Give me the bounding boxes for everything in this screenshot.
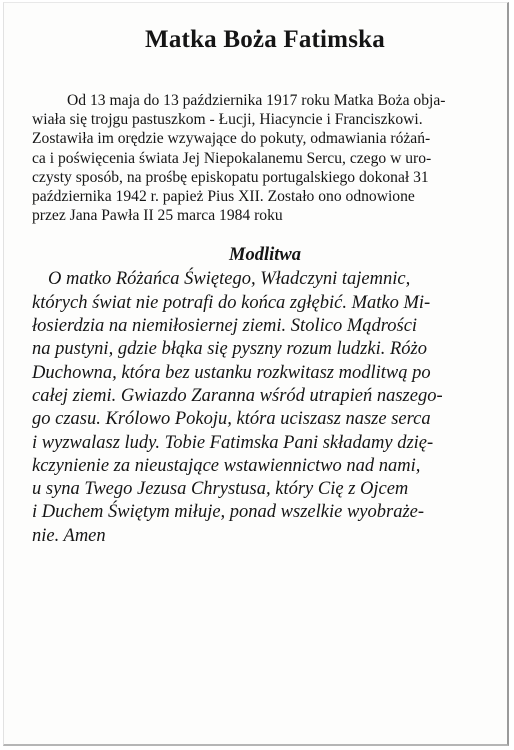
prayer-line: nie. Amen xyxy=(32,525,106,546)
prayer-line: całej ziemi. Gwiazdo Zaranna wśród utrapień naszego- xyxy=(32,385,443,406)
prayer-line: i Duchem Świętym miłuje, ponad wszelkie wyobraże- xyxy=(32,502,425,523)
prayer-line: łosierdzia na niemiłosiernej ziemi. Stolico Mądrości xyxy=(32,316,418,337)
intro-line: czysty sposób, na prośbę episkopatu portugalskiego dokonał 31 xyxy=(32,168,429,186)
prayer-line: których świat nie potrafi do końca zgłębić. Matko Mi- xyxy=(32,292,431,313)
prayer-line: O matko Różańca Świętego, Władczyni tajemnic, xyxy=(48,269,411,290)
intro-line: Zostawiła im orędzie wzywające do pokuty, odmawiania różań- xyxy=(32,130,431,148)
intro-line: przez Jana Pawła II 25 marca 1984 roku xyxy=(32,207,283,225)
prayer-line: na pustyni, gdzie błąka się pyszny rozum ludzki. Różo xyxy=(32,339,427,360)
page-title: Matka Boża Fatimska xyxy=(145,26,385,53)
intro-paragraph xyxy=(32,91,498,225)
page-sheet xyxy=(3,2,509,746)
intro-line: Od 13 maja do 13 października 1917 roku Matka Boża obja- xyxy=(67,92,446,109)
prayer-text xyxy=(32,268,498,548)
document-content xyxy=(32,3,498,548)
intro-line: października 1942 r. papież Pius XII. Zostało ono odnowione xyxy=(32,188,415,206)
prayer-heading: Modlitwa xyxy=(229,245,301,266)
prayer-line: Duchowna, która bez ustanku rozkwitasz modlitwą po xyxy=(32,362,431,383)
intro-line: ca i poświęcenia świata Jej Niepokalanemu Sercu, czego w uro- xyxy=(32,149,432,167)
prayer-line: kczynienie za nieustające wstawiennictwo nad nami, xyxy=(32,455,421,476)
prayer-line: i wyzwalasz ludy. Tobie Fatimska Pani składamy dzię- xyxy=(32,432,434,453)
prayer-line: u syna Twego Jezusa Chrystusa, który Cię z Ojcem xyxy=(32,479,409,500)
prayer-line: go czasu. Królowo Pokoju, która uciszasz nasze serca xyxy=(32,409,431,430)
intro-line: wiała się trojgu pastuszkom - Łucji, Hiacyncie i Franciszkowi. xyxy=(32,111,423,129)
